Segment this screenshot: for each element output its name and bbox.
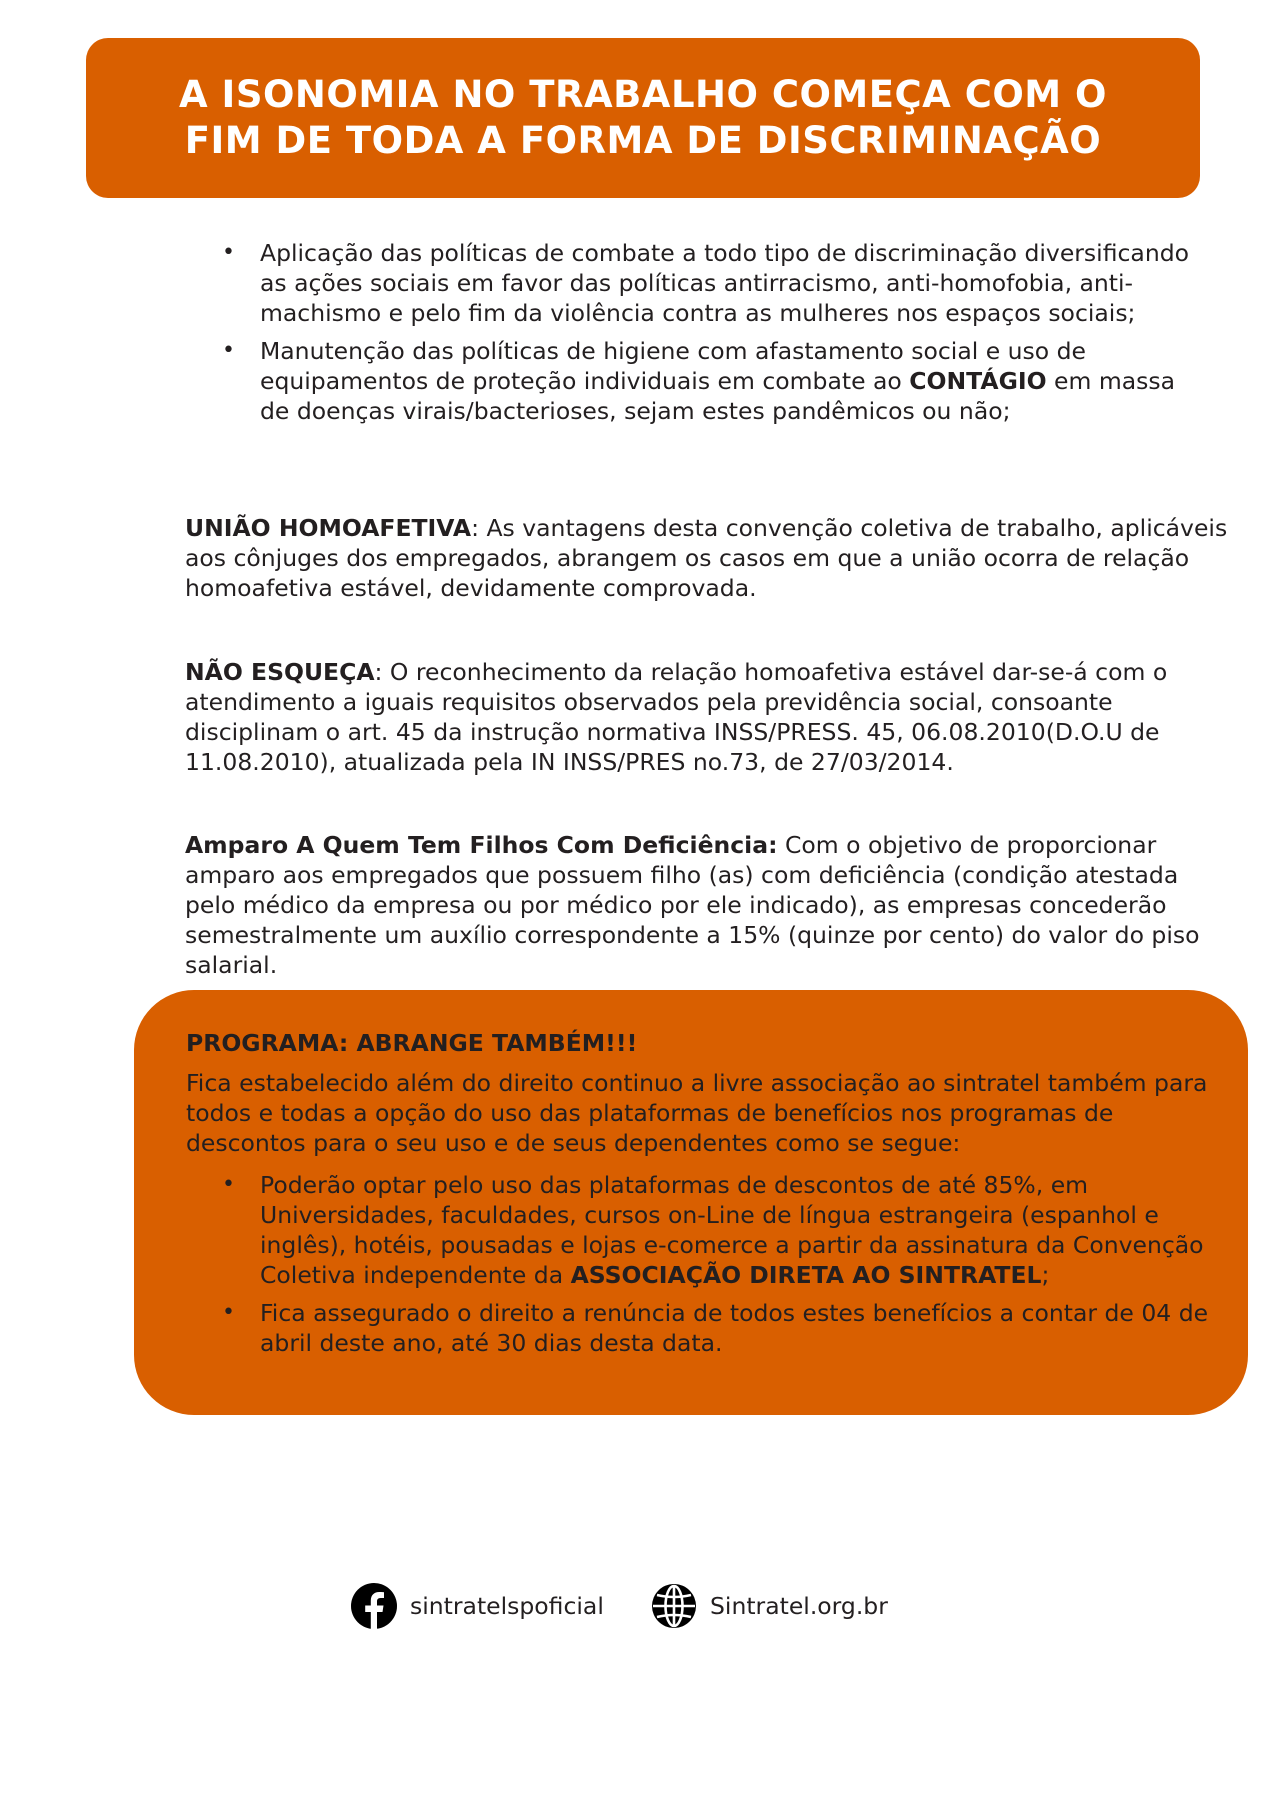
list-item bbox=[186, 1170, 1226, 1290]
amparo-paragraph bbox=[185, 830, 1230, 980]
nao-esqueca-paragraph bbox=[185, 657, 1230, 777]
amparo-label: Amparo A Quem Tem Filhos Com Deficiência: bbox=[185, 831, 778, 859]
amparo-text: Com o objetivo de proporcionar amparo aos empregados que possuem filho (as) com deficiência (condição atestada pelo médico da empresa ou por médico por ele indicado), as empresas concederão semestralmente um auxílio correspondente a 15% (quinze por cento) do valor do piso salarial. bbox=[185, 831, 1200, 979]
facebook-link[interactable] bbox=[350, 1583, 604, 1629]
programa-intro: Fica estabelecido além do direito continuo a livre associação ao sintratel também para todos e todas a opção do uso das plataformas de benefícios nos programas de descontos para o seu uso e de seus dependentes como se segue: bbox=[186, 1069, 1208, 1157]
bullet-text-post: em massa de doenças virais/bacterioses, sejam estes pandêmicos ou não; bbox=[260, 367, 1176, 425]
list-item bbox=[186, 336, 1206, 426]
bullet-text-post: ; bbox=[1041, 1261, 1050, 1289]
globe-icon bbox=[650, 1582, 698, 1630]
bullet-text-bold: CONTÁGIO bbox=[909, 367, 1047, 395]
nao-esqueca-label: NÃO ESQUEÇA bbox=[185, 658, 375, 686]
bullet-text: Aplicação das políticas de combate a todo tipo de discriminação diversificando as ações sociais em favor das políticas antirracismo, anti-homofobia, anti-machismo e pelo fim da violência contra as mulheres nos espaços sociais; bbox=[260, 239, 1190, 327]
bullet-text-pre: Manutenção das políticas de higiene com afastamento social e uso de equipamentos de proteção individuais em combate ao bbox=[260, 337, 1087, 395]
bullet-text-bold: ASSOCIAÇÃO DIRETA AO SINTRATEL bbox=[570, 1261, 1042, 1289]
title-banner bbox=[86, 38, 1200, 198]
list-item bbox=[186, 238, 1206, 328]
title-line-1: A ISONOMIA NO TRABALHO COMEÇA COM O bbox=[179, 73, 1107, 116]
facebook-handle[interactable]: sintratelspoficial bbox=[410, 1592, 604, 1620]
list-item bbox=[186, 1298, 1226, 1358]
programa-title: PROGRAMA: ABRANGE TAMBÉM!!! bbox=[186, 1029, 638, 1057]
top-bullet-list bbox=[186, 238, 1206, 434]
uniao-label: UNIÃO HOMOAFETIVA bbox=[185, 514, 472, 542]
website-url[interactable]: Sintratel.org.br bbox=[710, 1592, 888, 1620]
uniao-text: : As vantagens desta convenção coletiva de trabalho, aplicáveis aos cônjuges dos empregados, abrangem os casos em que a união ocorra de relação homoafetiva estável, devidamente comprovada. bbox=[185, 514, 1228, 602]
programa-box bbox=[134, 990, 1248, 1415]
nao-esqueca-text: : O reconhecimento da relação homoafetiva estável dar-se-á com o atendimento a iguais requisitos observados pela previdência social, consoante disciplinam o art. 45 da instrução normativa INSS/PRESS. 45, 06.08.2010(D.O.U de 11.08.2010), atualizada pela IN INSS/PRES no.73, de 27/03/2014. bbox=[185, 658, 1168, 776]
title-line-2: FIM DE TODA A FORMA DE DISCRIMINAÇÃO bbox=[184, 119, 1102, 162]
programa-bullet-list bbox=[186, 1170, 1226, 1366]
bullet-text: Fica assegurado o direito a renúncia de todos estes benefícios a contar de 04 de abril deste ano, até 30 dias desta data. bbox=[260, 1299, 1209, 1357]
website-link[interactable] bbox=[650, 1583, 888, 1629]
uniao-homoafetiva-paragraph bbox=[185, 513, 1230, 603]
facebook-icon bbox=[350, 1582, 398, 1630]
bullet-text-pre: Poderão optar pelo uso das plataformas de descontos de até 85%, em Universidades, faculdades, cursos on-Line de língua estrangeira (espanhol e inglês), hotéis, pousadas e lojas e-comerce a partir da assinatura da Convenção Coletiva independente da bbox=[260, 1171, 1204, 1289]
